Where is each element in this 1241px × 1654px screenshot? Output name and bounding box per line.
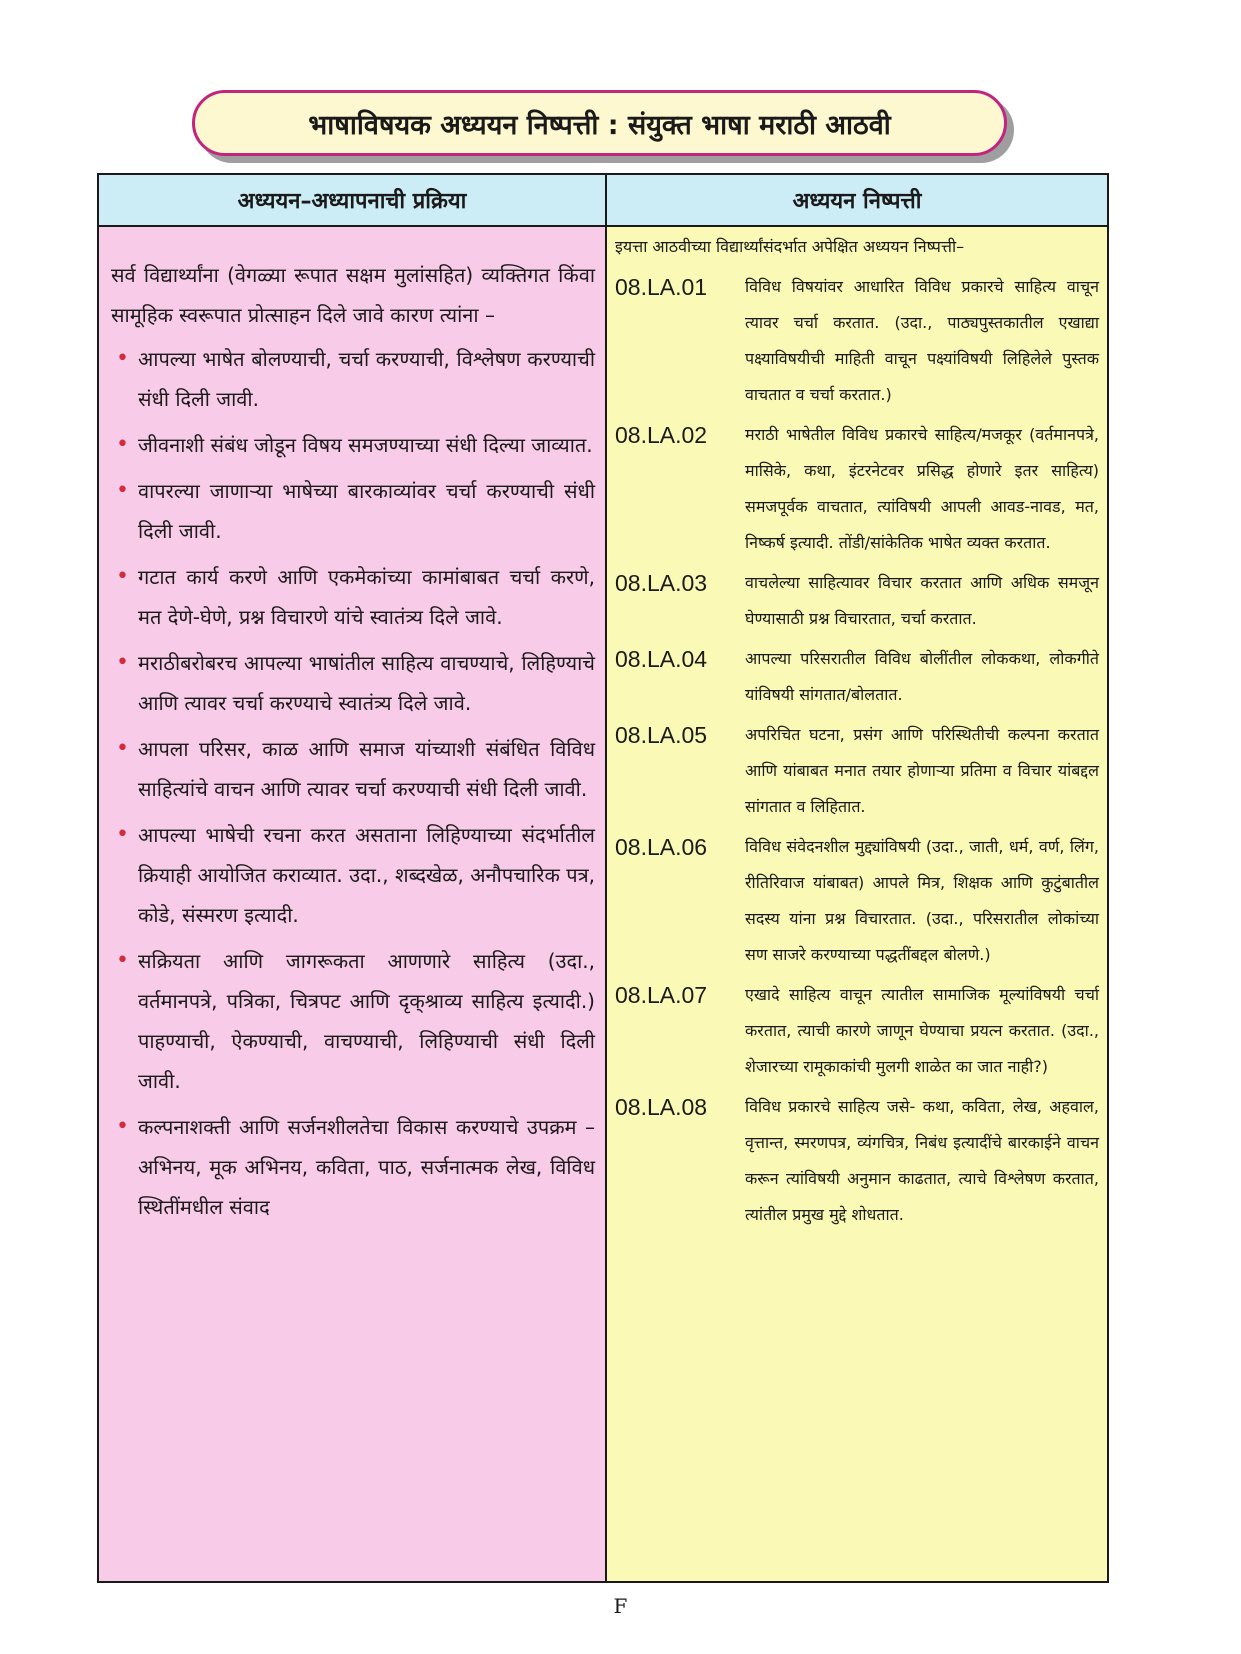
process-bullet-text: आपल्या भाषेत बोलण्याची, चर्चा करण्याची, विश्लेषण करण्याची संधी दिली जावी.: [138, 347, 595, 411]
outcome-code: 08.LA.02: [615, 422, 708, 448]
page-title: [192, 90, 1007, 156]
outcome-row: [615, 717, 1099, 825]
outcome-code: 08.LA.08: [615, 1094, 708, 1120]
bullet-dot-icon: •: [116, 564, 129, 589]
process-bullet-text: गटात कार्य करणे आणि एकमेकांच्या कामांबाबत चर्चा करणे, मत देणे-घेणे, प्रश्न विचारणे यांचे स्वातंत्र्य दिले जावे.: [138, 565, 595, 629]
outcome-text: विविध विषयांवर आधारित विविध प्रकारचे साहित्य वाचून त्यावर चर्चा करतात. (उदा., पाठ्यपुस्तकातील एखाद्या पक्ष्याविषयीची माहिती वाचून पक्ष्यांविषयी लिहिलेले पुस्तक वाचतात व चर्चा करतात.): [745, 277, 1099, 404]
process-column: [99, 227, 607, 1581]
process-bullet-item: [111, 1107, 595, 1227]
outcome-code: 08.LA.07: [615, 982, 708, 1008]
outcome-code: 08.LA.06: [615, 834, 708, 860]
outcome-row: [615, 269, 1099, 413]
process-bullet-item: [111, 941, 595, 1101]
outcome-list: [615, 269, 1099, 1233]
outcomes-table: [97, 173, 1109, 1583]
process-bullet-text: सक्रियता आणि जागरूकता आणणारे साहित्य (उदा., वर्तमानपत्रे, पत्रिका, चित्रपट आणि दृक्‌श्राव्य साहित्य इत्यादी.) पाहण्याची, ऐकण्याची, वाचण्याची, लिहिण्याची संधी दिली जावी.: [138, 949, 595, 1093]
outcome-row: [615, 641, 1099, 713]
process-bullet-text: जीवनाशी संबंध जोडून विषय समजण्याच्या संधी दिल्या जाव्यात.: [138, 433, 593, 457]
process-bullet-text: कल्पनाशक्ती आणि सर्जनशीलतेचा विकास करण्याचे उपक्रम – अभिनय, मूक अभिनय, कविता, पाठ, सर्जनात्मक लेख, विविध स्थितींमधील संवाद: [138, 1115, 595, 1219]
bullet-dot-icon: •: [116, 736, 129, 761]
outcome-text: विविध प्रकारचे साहित्य जसे- कथा, कविता, लेख, अहवाल, वृत्तान्त, स्मरणपत्र, व्यंगचित्र, निबंध इत्यादींचे बारकाईने वाचन करून त्यांविषयी अनुमान काढतात, त्याचे विश्लेषण करतात, त्यांतील प्रमुख मुद्दे शोधतात.: [745, 1097, 1099, 1224]
header-outcomes: [607, 175, 1107, 227]
bullet-dot-icon: •: [116, 822, 129, 847]
outcome-code: 08.LA.05: [615, 722, 708, 748]
process-bullet-item: [111, 471, 595, 551]
header-process: [99, 175, 607, 227]
bullet-dot-icon: •: [116, 948, 129, 973]
bullet-dot-icon: •: [116, 432, 129, 457]
bullet-dot-icon: •: [116, 1114, 129, 1139]
process-bullet-item: [111, 339, 595, 419]
outcome-row: [615, 977, 1099, 1085]
process-bullet-text: वापरल्या जाणाऱ्या भाषेच्या बारकाव्यांवर चर्चा करण्याची संधी दिली जावी.: [138, 479, 595, 543]
process-bullet-item: [111, 557, 595, 637]
header-process-label: अध्ययन–अध्यापनाची प्रक्रिया: [237, 189, 467, 214]
outcome-code: 08.LA.03: [615, 570, 708, 596]
outcome-text: अपरिचित घटना, प्रसंग आणि परिस्थितीची कल्पना करतात आणि यांबाबत मनात तयार होणाऱ्या प्रतिमा व विचार यांबद्दल सांगतात व लिहितात.: [745, 725, 1099, 816]
outcome-text: आपल्या परिसरातील विविध बोलींतील लोककथा, लोकगीते यांविषयी सांगतात/बोलतात.: [745, 649, 1099, 704]
outcome-row: [615, 417, 1099, 561]
outcome-text: मराठी भाषेतील विविध प्रकारचे साहित्य/मजकूर (वर्तमानपत्रे, मासिके, कथा, इंटरनेटवर प्रसिद्ध होणारे इतर साहित्य) समजपूर्वक वाचतात, त्यांविषयी आपली आवड-नावड, मत, निष्कर्ष इत्यादी. तोंडी/सांकेतिक भाषेत व्यक्त करतात.: [745, 425, 1099, 552]
outcomes-column: [607, 227, 1107, 1581]
outcome-text: एखादे साहित्य वाचून त्यातील सामाजिक मूल्यांविषयी चर्चा करतात, त्याची कारणे जाणून घेण्याचा प्रयत्न करतात. (उदा., शेजारच्या रामूकाकांची मुलगी शाळेत का जात नाही?): [745, 985, 1099, 1076]
process-bullet-item: [111, 815, 595, 935]
process-bullet-text: आपल्या भाषेची रचना करत असताना लिहिण्याच्या संदर्भातील क्रियाही आयोजित कराव्यात. उदा., शब्दखेळ, अनौपचारिक पत्र, कोडे, संस्मरण इत्यादी.: [138, 823, 595, 927]
bullet-dot-icon: •: [116, 478, 129, 503]
outcome-text: विविध संवेदनशील मुद्द्यांविषयी (उदा., जाती, धर्म, वर्ण, लिंग, रीतिरिवाज यांबाबत) आपले मित्र, शिक्षक आणि कुटुंबातील सदस्य यांना प्रश्न विचारतात. (उदा., परिसरातील लोकांच्या सण साजरे करण्याच्या पद्धतींबद्दल बोलणे.): [745, 837, 1099, 964]
bullet-dot-icon: •: [116, 650, 129, 675]
process-bullet-item: [111, 729, 595, 809]
page-number: F: [613, 1594, 628, 1618]
bullet-dot-icon: •: [116, 346, 129, 371]
outcome-code: 08.LA.01: [615, 274, 708, 300]
process-bullet-text: मराठीबरोबरच आपल्या भाषांतील साहित्य वाचण्याचे, लिहिण्याचे आणि त्यावर चर्चा करण्याचे स्वातंत्र्य दिले जावे.: [138, 651, 595, 715]
process-bullet-item: [111, 425, 595, 465]
process-intro: सर्व विद्यार्थ्यांना (वेगळ्या रूपात सक्षम मुलांसहित) व्यक्तिगत किंवा सामूहिक स्वरूपात प्रोत्साहन दिले जावे कारण त्यांना –: [111, 263, 595, 327]
outcome-row: [615, 565, 1099, 637]
outcomes-intro: इयत्ता आठवीच्या विद्यार्थ्यांसंदर्भात अपेक्षित अध्ययन निष्पत्ती–: [615, 237, 965, 256]
outcome-row: [615, 1089, 1099, 1233]
header-outcomes-label: अध्ययन निष्पत्ती: [792, 189, 922, 214]
outcome-text: वाचलेल्या साहित्यावर विचार करतात आणि अधिक समजून घेण्यासाठी प्रश्न विचारतात, चर्चा करतात.: [745, 573, 1099, 628]
process-bullet-item: [111, 643, 595, 723]
outcome-row: [615, 829, 1099, 973]
process-bullet-text: आपला परिसर, काळ आणि समाज यांच्याशी संबंधित विविध साहित्यांचे वाचन आणि त्यावर चर्चा करण्याची संधी दिली जावी.: [138, 737, 595, 801]
page-title-text: भाषाविषयक अध्ययन निष्पत्ती : संयुक्त भाषा मराठी आठवी: [308, 109, 891, 141]
outcome-code: 08.LA.04: [615, 646, 708, 672]
process-bullet-list: [111, 339, 595, 1227]
